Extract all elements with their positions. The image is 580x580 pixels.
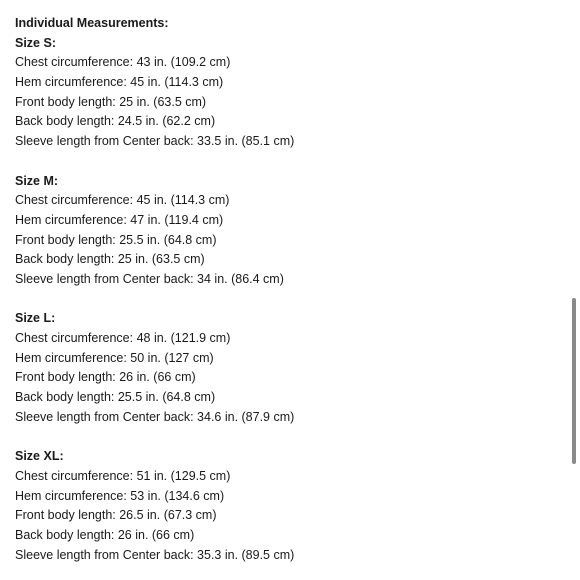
sleeve-length: Sleeve length from Center back: 35.3 in. (89.5 cm) xyxy=(15,547,295,562)
size-heading: Size L: xyxy=(15,311,56,326)
front-body-length: Front body length: 25.5 in. (64.8 cm) xyxy=(15,232,217,247)
hem-circumference: Hem circumference: 45 in. (114.3 cm) xyxy=(15,75,224,90)
back-body-length: Back body length: 24.5 in. (62.2 cm) xyxy=(15,114,216,129)
size-heading: Size S: xyxy=(15,35,56,50)
page-title: Individual Measurements: xyxy=(15,16,169,30)
back-body-length: Back body length: 25 in. (63.5 cm) xyxy=(15,252,205,267)
hem-circumference: Hem circumference: 53 in. (134.6 cm) xyxy=(15,488,225,503)
section-spacer xyxy=(15,427,555,447)
sleeve-length: Sleeve length from Center back: 34.6 in. (87.9 cm) xyxy=(15,409,295,424)
front-body-length: Front body length: 26 in. (66 cm) xyxy=(15,370,196,385)
chest-circumference: Chest circumference: 51 in. (129.5 cm) xyxy=(15,468,231,483)
size-section-l xyxy=(15,309,555,427)
vertical-scrollbar[interactable] xyxy=(570,0,576,580)
size-section-m xyxy=(15,172,555,290)
front-body-length: Front body length: 25 in. (63.5 cm) xyxy=(15,94,207,109)
scrollbar-thumb[interactable] xyxy=(572,298,576,464)
chest-circumference: Chest circumference: 45 in. (114.3 cm) xyxy=(15,193,230,208)
chest-circumference: Chest circumference: 48 in. (121.9 cm) xyxy=(15,331,231,345)
section-spacer xyxy=(15,290,555,310)
size-heading: Size XL: xyxy=(15,449,64,464)
measurements-content xyxy=(15,14,555,565)
section-spacer xyxy=(15,152,555,172)
sleeve-length: Sleeve length from Center back: 33.5 in. (85.1 cm) xyxy=(15,134,295,149)
size-heading: Size M: xyxy=(15,173,59,188)
sleeve-length: Sleeve length from Center back: 34 in. (86.4 cm) xyxy=(15,271,284,286)
size-section-xl xyxy=(15,447,555,565)
size-section-s xyxy=(15,34,555,152)
back-body-length: Back body length: 25.5 in. (64.8 cm) xyxy=(15,390,216,405)
hem-circumference: Hem circumference: 50 in. (127 cm) xyxy=(15,350,214,365)
front-body-length: Front body length: 26.5 in. (67.3 cm) xyxy=(15,508,217,523)
chest-circumference: Chest circumference: 43 in. (109.2 cm) xyxy=(15,55,231,70)
hem-circumference: Hem circumference: 47 in. (119.4 cm) xyxy=(15,212,224,227)
back-body-length: Back body length: 26 in. (66 cm) xyxy=(15,527,195,542)
